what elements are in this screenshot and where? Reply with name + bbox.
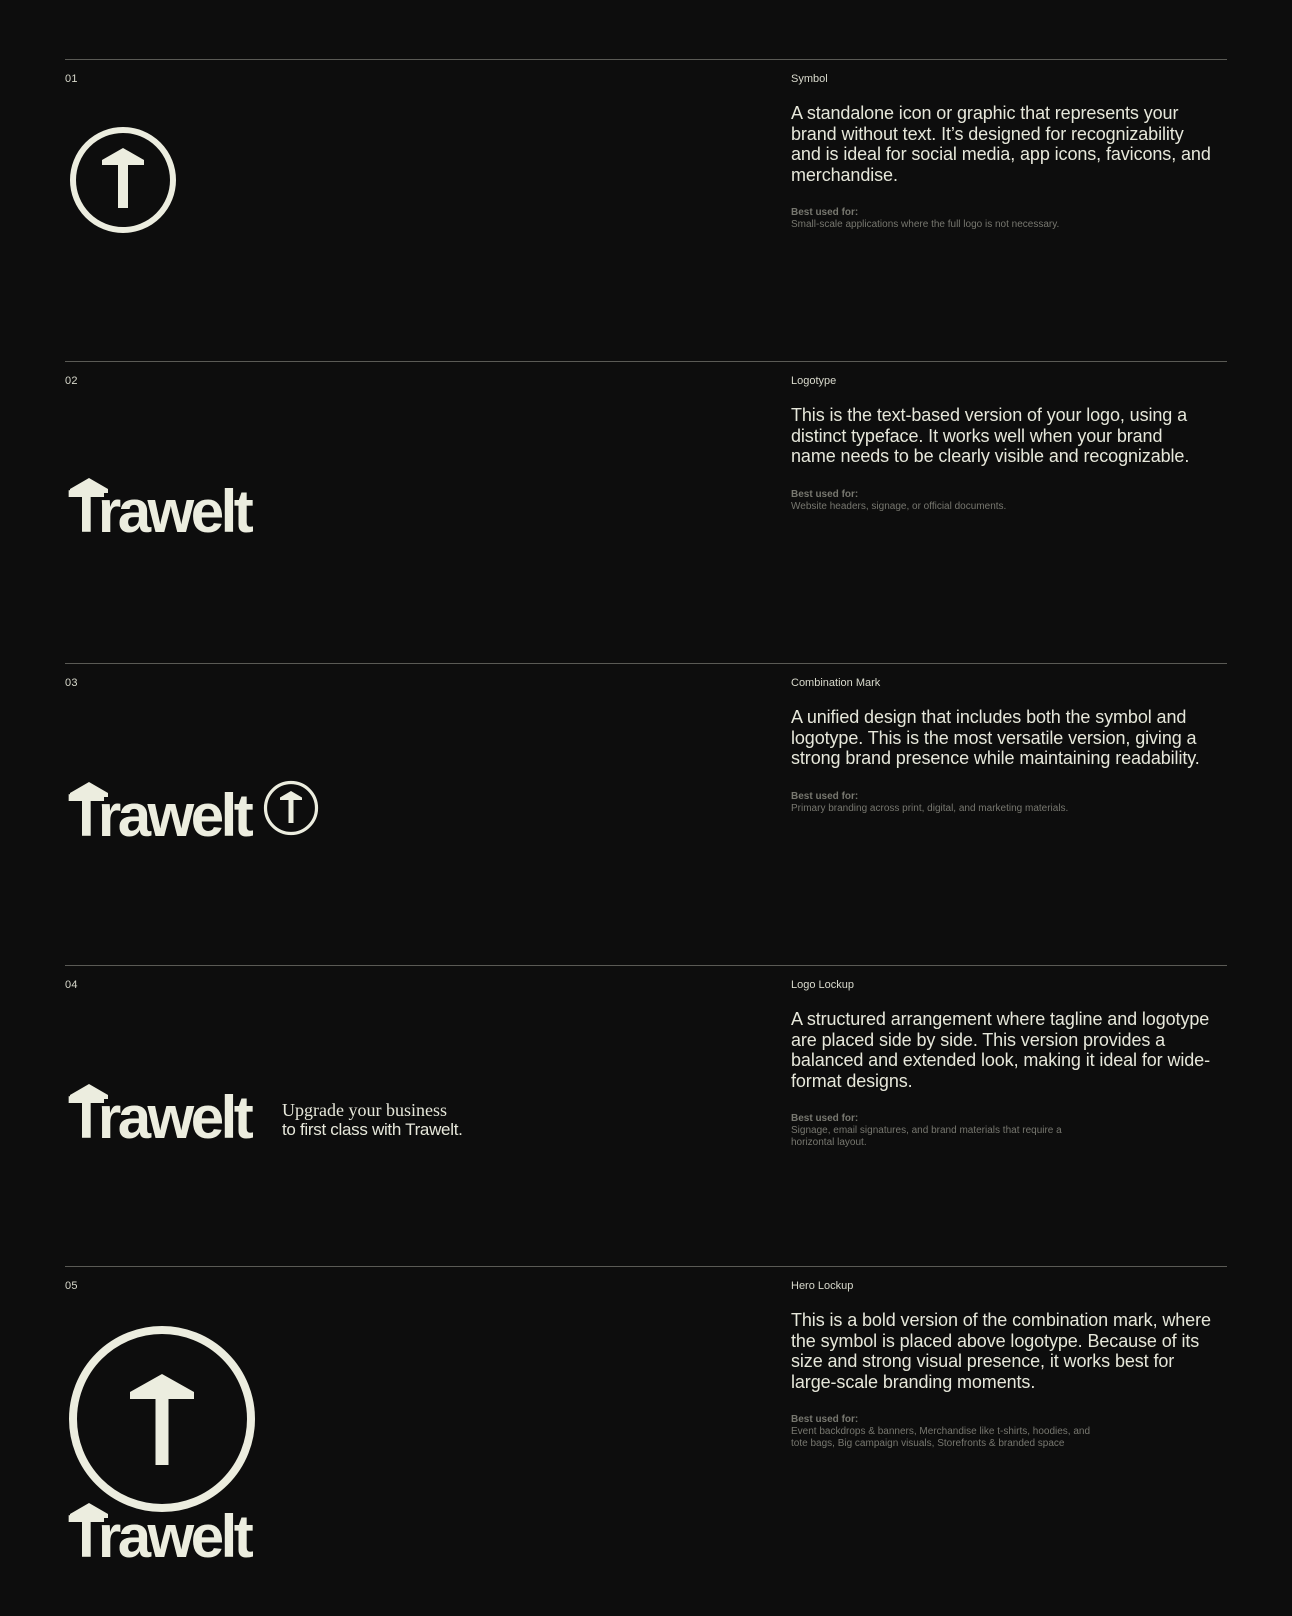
section-number: 01 [65, 73, 78, 85]
best-used-text: Event backdrops & banners, Merchandise like t-shirts, hoodies, and tote bags, Big campaign visuals, Storefronts & branded space [791, 1426, 1091, 1449]
best-used-label: Best used for: [791, 1414, 859, 1425]
tagline [282, 1101, 463, 1139]
section-logo-lockup [65, 965, 1227, 1268]
section-description: A unified design that includes both the symbol and logotype. This is the most versatile version, giving a strong brand presence while maintaining readability. [791, 707, 1200, 768]
section-name: Combination Mark [791, 677, 881, 689]
section-description: This is a bold version of the combination mark, where the symbol is placed above logotype. Because of its size and strong visual presence, it works best for large-scale branding moments. [791, 1310, 1211, 1392]
arrow-circle-icon [68, 1325, 260, 1513]
section-description: A structured arrangement where tagline and logotype are placed side by side. This version provides a balanced and extended look, making it ideal for wide-format designs. [791, 1009, 1210, 1091]
section-logotype [65, 361, 1227, 664]
section-info [791, 677, 1211, 815]
section-name: Logo Lockup [791, 979, 854, 991]
best-used-text: Primary branding across print, digital, and marketing materials. [791, 802, 1069, 814]
wordmark-text: Trawelt [68, 782, 251, 840]
best-used-text: Small-scale applications where the full logo is not necessary. [791, 219, 1060, 230]
section-info [791, 73, 1211, 231]
arrow-circle-icon [69, 126, 177, 234]
section-number: 02 [65, 375, 78, 387]
logotype-logo [68, 478, 260, 541]
section-info [791, 979, 1211, 1149]
best-used-label: Best used for: [791, 207, 859, 218]
tagline-line-1: Upgrade your business [282, 1100, 447, 1120]
wordmark [68, 1084, 260, 1142]
wordmark-text: Trawelt [68, 1503, 251, 1561]
section-description: This is the text-based version of your logo, using a distinct typeface. It works well when your brand name needs to be clearly visible and recognizable. [791, 405, 1190, 466]
section-hero-lockup [65, 1266, 1227, 1616]
best-used-label: Best used for: [791, 488, 859, 500]
section-info [791, 1280, 1211, 1450]
section-name: Logotype [791, 375, 837, 387]
section-info [791, 375, 1211, 513]
section-number: 04 [65, 979, 78, 991]
best-used-text: Signage, email signatures, and brand materials that require a horizontal layout. [791, 1125, 1062, 1148]
wordmark [68, 478, 260, 536]
wordmark [68, 782, 260, 840]
wordmark-text: Trawelt [68, 478, 251, 536]
section-symbol [65, 59, 1227, 362]
section-combination-mark [65, 663, 1227, 966]
tagline-line-2: to first class with Trawelt. [282, 1120, 463, 1139]
section-name: Symbol [791, 73, 828, 85]
best-used-label: Best used for: [791, 1113, 859, 1124]
section-name: Hero Lockup [791, 1280, 854, 1292]
section-number: 05 [65, 1280, 78, 1292]
section-number: 03 [65, 677, 78, 689]
wordmark [68, 1503, 260, 1561]
best-used-text: Website headers, signage, or official documents. [791, 500, 1007, 512]
symbol-logo [69, 126, 177, 239]
lockup-logo [68, 1084, 463, 1142]
best-used-label: Best used for: [791, 790, 859, 802]
arrow-circle-icon [263, 780, 319, 836]
combination-logo [68, 782, 319, 840]
section-description: A standalone icon or graphic that represents your brand without text. It’s designed for recognizability and is ideal for social media, app icons, favicons, and merchandise. [791, 103, 1211, 185]
wordmark-text: Trawelt [68, 1084, 251, 1142]
hero-logo [68, 1325, 260, 1561]
